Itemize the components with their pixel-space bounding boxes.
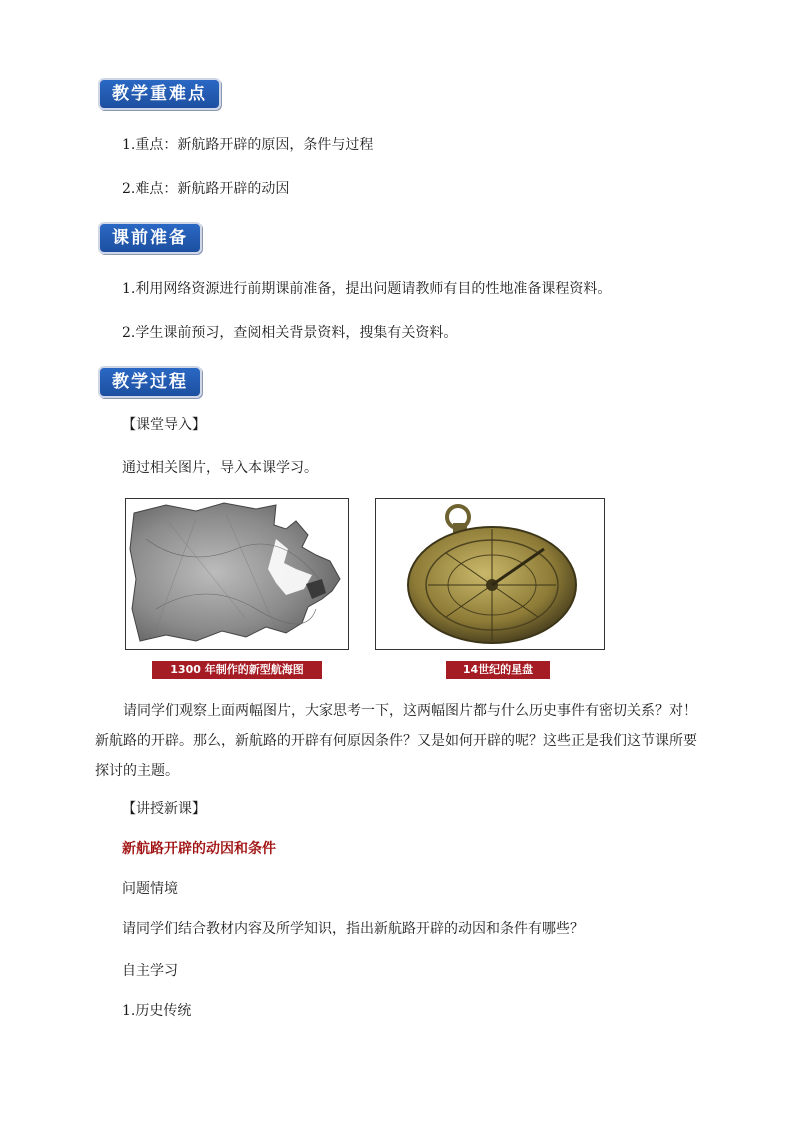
preparation-1: 1.利用网络资源进行前期课前准备，提出问题请教师有目的性地准备课程资料。 (122, 281, 612, 297)
intro-text: 通过相关图片，导入本课学习。 (122, 460, 318, 476)
question-text: 请同学们结合教材内容及所学知识，指出新航路开辟的动因和条件有哪些？ (122, 921, 584, 937)
topic-heading: 新航路开辟的动因和条件 (122, 841, 276, 857)
intro-label: 【课堂导入】 (122, 417, 206, 433)
image-caption-astrolabe: 14世纪的星盘 (446, 661, 550, 679)
discussion-paragraph: 请同学们观察上面两幅图片，大家思考一下，这两幅图片都与什么历史事件有密切关系？对！新航路的开辟。那么，新航路的开辟有何原因条件？又是如何开辟的呢？这些正是我们这节课所要探讨的主题。 (95, 703, 697, 779)
image-caption-chart: 1300 年制作的新型航海图 (152, 661, 322, 679)
key-point-2: 2.难点：新航路开辟的动因 (122, 181, 290, 197)
item-history-tradition: 1.历史传统 (122, 1003, 192, 1019)
section-badge-preparation: 课前准备 (98, 222, 202, 254)
nautical-chart-image (125, 498, 349, 650)
problem-label: 问题情境 (122, 881, 178, 897)
key-point-1: 1.重点：新航路开辟的原因，条件与过程 (122, 137, 374, 153)
preparation-2: 2.学生课前预习，查阅相关背景资料，搜集有关资料。 (122, 325, 458, 341)
section-badge-process: 教学过程 (98, 366, 202, 398)
self-study-label: 自主学习 (122, 963, 178, 979)
new-lesson-label: 【讲授新课】 (122, 801, 206, 817)
section-badge-key-points: 教学重难点 (98, 78, 221, 110)
astrolabe-image (375, 498, 605, 650)
